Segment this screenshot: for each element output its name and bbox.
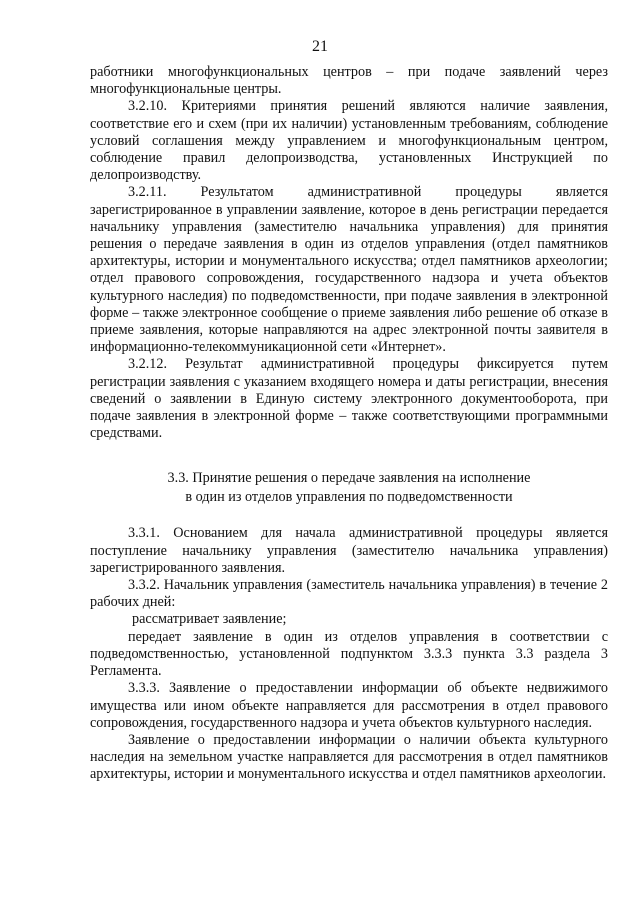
paragraph-heritage-info: Заявление о предоставлении информации о наличии объекта культурного наследия на земельном участке направляется для рассмотрения в отдел памятников архитектуры, истории и монументального искусства и отдел памятников археологии.	[90, 731, 608, 783]
paragraph-3-3-3: 3.3.3. Заявление о предоставлении информации об объекте недвижимого имущества или ином объекте направляется для рассмотрения в отдел правового сопровождения, государственного надзора и учета объектов культурного наследия.	[90, 680, 608, 731]
paragraph-continuation: работники многофункциональных центров – при подаче заявлений через многофункциональные центры.	[90, 64, 608, 98]
paragraph-3-3-1: 3.3.1. Основанием для начала административной процедуры является поступление начальнику управления (заместителю начальника управления) зарегистрированного заявления.	[90, 525, 608, 576]
paragraph-3-2-10: 3.2.10. Критериями принятия решений являются наличие заявления, соответствие его и схем (при их наличии) установленным требованиям, соблюдение условий соглашения между управлением и многофункциональным центром, соблюдение правил делопроизводства, установленных Инструкцией по делопроизводству.	[90, 98, 608, 184]
section-heading	[90, 469, 608, 506]
paragraph-3-2-11: 3.2.11. Результатом административной процедуры является зарегистрированное в управлении заявление, которое в день регистрации передается начальнику управления (заместителю начальника управления) для принятия решения о передаче заявления в один из отделов управления (отдел памятников архитектуры, истории и монументального искусства; отдел памятников археологии; отдел правового сопровождения, государственного надзора и учета объектов культурного наследия) по подведомственности, при подаче заявления в электронной форме – также электронное сообщение о приеме заявления либо решение об отказе в приеме заявления, которые направляются на адрес электронной почты заявителя в информационно-телекоммуникационной сети «Интернет».	[90, 184, 608, 356]
document-body	[90, 64, 608, 784]
paragraph-3-3-2: 3.3.2. Начальник управления (заместитель начальника управления) в течение 2 рабочих дней:	[90, 577, 608, 611]
page-number: 21	[312, 38, 328, 55]
section-heading-line1: 3.3. Принятие решения о передаче заявления на исполнение	[167, 470, 531, 487]
list-item-transfer: передает заявление в один из отделов управления в соответствии с подведомственностью, установленной подпунктом 3.3.3 пункта 3.3 раздела 3 Регламента.	[90, 628, 608, 680]
paragraph-3-2-12: 3.2.12. Результат административной процедуры фиксируется путем регистрации заявления с указанием входящего номера и даты регистрации, внесения сведений о заявлении в Единую систему электронного документооборота, при подаче заявления в электронной форме – также соответствующими программными средствами.	[90, 356, 608, 442]
section-heading-line2: в один из отделов управления по подведомственности	[185, 488, 513, 505]
list-item-review: рассматривает заявление;	[132, 611, 287, 628]
